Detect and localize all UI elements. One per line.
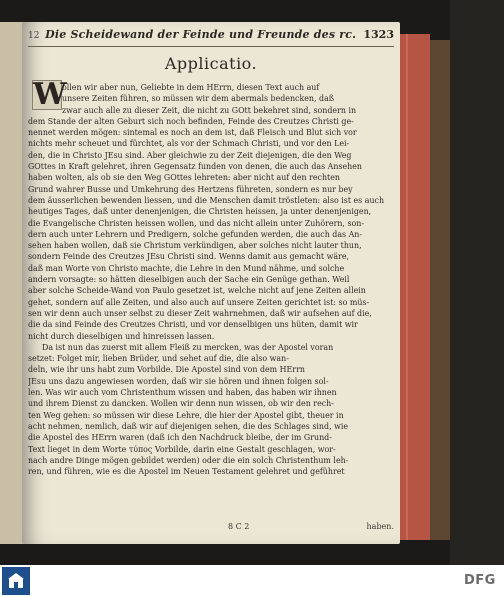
header-marker: 12	[28, 31, 40, 41]
text-line: die Evangelische Christen heissen wollen, und das nicht allein unter Zuhörern, son-	[28, 218, 364, 228]
book-page	[22, 22, 400, 544]
text-line: den, die in Christo JEsu sind. Aber gleichwie zu der Zeit diejenigen, die den Weg	[28, 150, 352, 160]
text-line: ollen wir aber nun, Geliebte in dem HErrn, diesen Text auch auf	[62, 83, 320, 92]
text-line: daß man Worte von Christo machte, die Lehre in den Mund nähme, und solche	[28, 263, 345, 273]
text-line: Da ist nun das zuerst mit allem Fleiß zu mercken, was der Apostel voran	[42, 342, 334, 352]
text-line: heutiges Tages, daß unter denenjenigen, die Christen heissen, ja unter denenjenigen,	[28, 207, 372, 217]
background-right	[450, 0, 504, 565]
text-line: acht nehmen, nemlich, daß wir auf diejenigen sehen, die des Schlages sind, wie	[28, 421, 349, 431]
text-line: die Apostel des HErrn waren (daß ich den Nachdruck bleibe, der im Grund-	[28, 433, 332, 443]
text-line: JEsu uns dazu angewiesen worden, daß wir sie hören und ihnen folgen sol-	[28, 376, 329, 386]
text-line: andern vorsagte: so hätten dieselbigen auch der Sache ein Genüge gethan. Weil	[28, 275, 350, 285]
section-title: Applicatio.	[164, 54, 258, 73]
text-line: Text lieget in dem Worte τύπος Vorbilde, darin eine Gestalt geschlagen, wor-	[28, 444, 336, 454]
text-line: dem Stande der alten Geburt sich noch befinden, Feinde des Creutzes Christi ge-	[28, 116, 354, 126]
running-title: Die Scheidewand der Feinde und Freunde des rc.	[45, 28, 357, 41]
text-line: dern auch unter Lehrern und Predigern, solche gefunden werden, die auch das An-	[28, 229, 363, 239]
body-text	[28, 77, 394, 477]
viewer-footer-bar	[0, 565, 504, 597]
drop-cap: W	[33, 77, 67, 112]
text-line: nennet werden mögen: sintemal es noch an dem ist, daß Fleisch und Blut sich vor	[28, 128, 357, 138]
institution-logo[interactable]	[2, 567, 30, 595]
text-line: ten Weg gehen: so müssen wir diese Lehre, die hier der Apostel gibt, theuer in	[28, 410, 344, 420]
text-line: nicht durch dieselbigen und hinreissen lassen.	[28, 331, 215, 341]
text-line: haben wolten, als ob sie den Weg GOttes lehreten: aber nicht auf den rechten	[28, 173, 340, 183]
text-line: sondern Feinde des Creutzes JEsu Christi sind. Wenns damit aus gemacht wäre,	[28, 252, 349, 262]
page-footer	[28, 522, 394, 534]
text-line: GOttes in Kraft gelehret, ihren Gegensatz funden von denen, die auch das Ansehen	[28, 162, 363, 172]
text-line: sen wir denn auch unser selbst zu dieser Zeit wahrnehmen, daß wir aufsehen auf die,	[28, 308, 372, 318]
text-line: len. Was wir auch vom Christenthum wissen und haben, das haben wir ihnen	[28, 388, 337, 398]
text-line: dem äusserlichen bewenden liessen, und die Menschen damit tröstleten: also ist es auch	[28, 195, 385, 205]
page-number: 1323	[363, 28, 394, 41]
text-line: deln, wie ihr uns habt zum Vorbilde. Die Apostel sind von dem HErrn	[28, 365, 305, 375]
dfg-logo[interactable]	[464, 571, 498, 591]
text-line: Grund wahrer Busse und Umkehrung des Hertzens führeten, sondern es nur bey	[28, 184, 353, 194]
dfg-logo-text: DFG	[464, 573, 496, 588]
edge-stripe	[406, 34, 408, 540]
text-line: setzet: Folget mir, lieben Brüder, und sehet auf die, die also wan-	[28, 354, 289, 364]
text-line: zwar auch alle zu dieser Zeit, die nicht zu GOtt bekehret sind, sondern in	[62, 105, 357, 115]
text-line: nach andre Dinge mögen gebildet werden) oder die ein solch Christenthum leh-	[28, 455, 349, 465]
text-line: gehet, sondern auf alle Zeiten, und also auch auf unsere Zeiten gerichtet ist: so müs-	[28, 297, 370, 307]
text-line: und ihrem Dienst zu dancken. Wollen wir denn nun wissen, ob wir den rech-	[28, 399, 334, 409]
signature-mark: 8 C 2	[228, 522, 250, 531]
text-line: die da sind Feinde des Creutzes Christi, und vor denselbigen uns hüten, damit wir	[28, 320, 358, 330]
foundation-emblem-icon	[6, 571, 26, 591]
text-line: unsere Zeiten führen, so müssen wir dem abermals bedencken, daß	[62, 94, 335, 104]
text-line: sehen haben wollen, daß sie Christum verkündigen, aber solches nicht lauter thun,	[28, 241, 362, 251]
running-header	[28, 28, 394, 47]
text-line: nichts mehr scheuet und fürchtet, als vor der Schmach Christi, und vor den Lei-	[28, 139, 350, 149]
catchword: haben.	[366, 522, 394, 531]
text-line: ren, und führen, wie es die Apostel im Neuen Testament gelehret und geführet	[28, 467, 345, 477]
text-line: aber solche Scheide-Wand von Paulo gesetzet ist, welche nicht auf jene Zeiten allein	[28, 286, 366, 296]
book-cover-edge	[428, 40, 450, 540]
page-edges-red	[398, 34, 430, 540]
